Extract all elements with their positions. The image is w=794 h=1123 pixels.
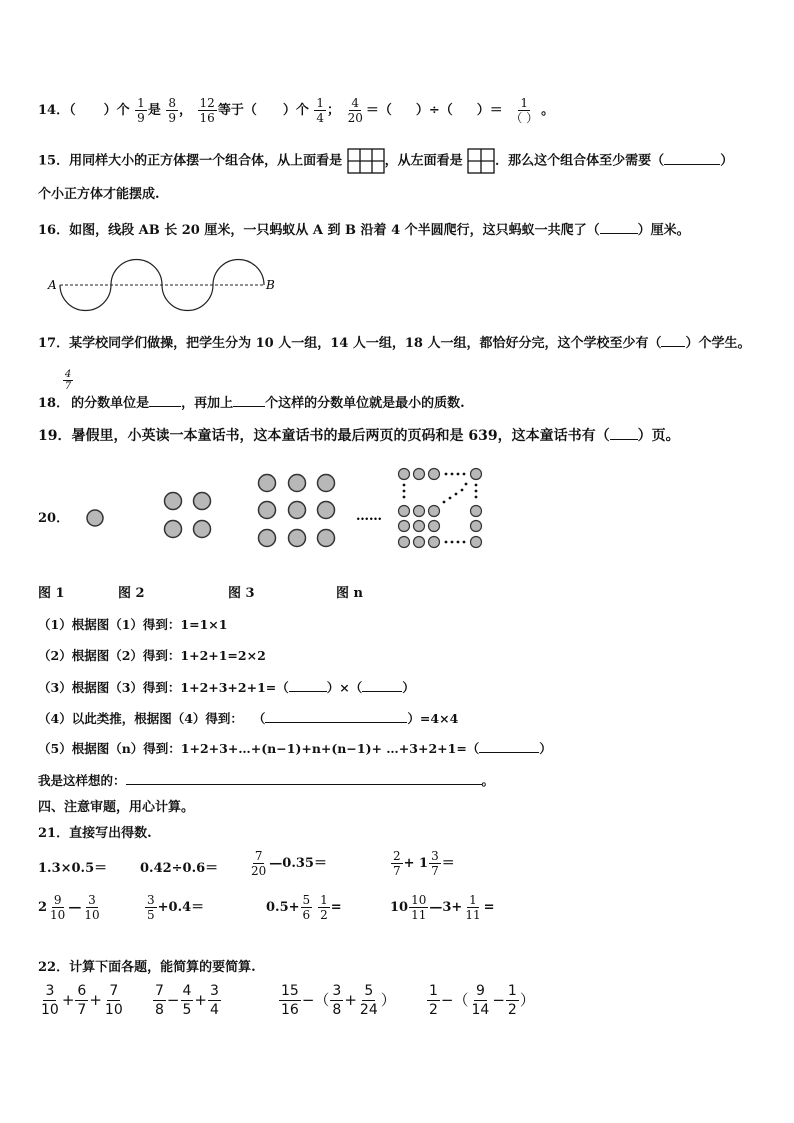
fraction: $\frac{1}{2}$	[429, 983, 438, 1018]
calc-item: $\frac{3}{5}$ +0.4＝	[147, 893, 205, 922]
section-4-heading: 四、注意审题，用心计算。	[38, 800, 195, 815]
dot	[165, 521, 182, 538]
point-a-label: A	[48, 278, 57, 292]
expression-4: $\frac{1}{2}$ −（ $\frac{9}{14}$ − $\frac{1}{2}$ ）	[429, 983, 535, 1018]
fraction: $\frac{2}{7}$	[393, 849, 401, 878]
q14-number: 14．	[38, 103, 70, 118]
fraction: $\frac{7}{20}$	[251, 849, 267, 878]
q20-sub-4: （4）以此类推，根据图（4）得到： （ ）=4×4	[38, 708, 458, 727]
dot	[259, 502, 276, 519]
answer-blank[interactable]	[664, 150, 720, 165]
dot	[165, 493, 182, 510]
dot	[259, 475, 276, 492]
dot	[194, 493, 211, 510]
dot	[289, 475, 306, 492]
dot	[289, 502, 306, 519]
dot	[318, 530, 335, 547]
calc-item: $\frac{7}{20}$ —0.35＝	[251, 849, 327, 878]
answer-blank[interactable]	[265, 708, 407, 723]
answer-blank[interactable]	[362, 677, 402, 692]
fraction: $\frac{4}{5}$	[182, 983, 192, 1018]
fraction: $\frac{7}{8}$	[155, 983, 164, 1018]
fraction: $\frac{4}{20}$	[347, 96, 363, 125]
calc-item: 2 $\frac{9}{10}$ — $\frac{3}{10}$	[38, 893, 100, 922]
question-14: 14．（ ）个 $\frac{1}{9}$ 是 $\frac{8}{9}$ ， $\frac{12}{16}$ 等于（ ）个 $\frac{1}{4}$ ； $\frac{4}{20}$ ＝（ ）÷（ ）＝ $\frac{1}{( )}$ 。	[38, 96, 555, 125]
fraction: $\frac{7}{10}$	[104, 983, 123, 1018]
fraction: $\frac{1}{2}$	[507, 983, 517, 1018]
calc-item: 0.5+ $\frac{5}{6}$ $\frac{1}{2}$ =	[266, 893, 342, 922]
figure-3-label: 图 3	[228, 586, 255, 601]
fraction: $\frac{5}{6}$	[302, 893, 311, 922]
answer-blank[interactable]	[479, 738, 539, 753]
dot	[87, 510, 103, 526]
fraction: $\frac{9}{14}$	[471, 983, 490, 1018]
fraction: $\frac{3}{5}$	[147, 893, 155, 922]
question-22-title: 22．计算下面各题，能简算的要简算.	[38, 960, 256, 975]
calc-item: 0.42÷0.6＝	[140, 861, 219, 876]
fraction: $\frac{3}{8}$	[332, 983, 342, 1018]
expression-1: $\frac{3}{10}$ + $\frac{6}{7}$ + $\frac{7}{10}$	[41, 983, 123, 1018]
answer-blank[interactable]	[610, 425, 638, 440]
fraction: $\frac{3}{10}$	[84, 893, 100, 922]
question-19: 19．暑假里，小英读一本童话书，这本童话书的最后两页的页码和是 639，这本童话书有（ ）页。	[38, 425, 680, 445]
question-16: 16．如图，线段 AB 长 20 厘米，一只蚂蚁从 A 到 B 沿着 4 个半圆爬行，这只蚂蚁一共爬了（ ）厘米。	[38, 219, 690, 240]
expression-2: $\frac{7}{8}$ − $\frac{4}{5}$ + $\frac{3}{4}$	[155, 983, 219, 1018]
dot-pattern-figures	[80, 462, 500, 562]
q20-think: 我是这样想的： 。	[38, 770, 494, 789]
answer-blank[interactable]	[600, 219, 638, 234]
answer-blank[interactable]	[126, 770, 482, 785]
expression-3: $\frac{15}{16}$ −（ $\frac{3}{8}$ + $\frac{5}{24}$ ）	[281, 983, 396, 1018]
question-20-number: 20．	[38, 511, 70, 526]
figure-2-label: 图 2	[118, 586, 145, 601]
answer-blank[interactable]	[149, 392, 181, 407]
figure-n-label: 图 n	[336, 586, 363, 601]
q20-sub-2: （2）根据图（2）得到：1+2+1=2×2	[38, 648, 266, 663]
fraction: $\frac{12}{16}$	[199, 96, 215, 125]
left-view-grid-icon	[467, 148, 495, 174]
fraction: $\frac{1}{9}$	[137, 96, 145, 125]
fraction: $\frac{3}{7}$	[431, 849, 439, 878]
q20-sub-5: （5）根据图（n）得到：1+2+3+…+(n−1)+n+(n−1)+ …+3+2+1=（ ）	[38, 738, 552, 757]
fraction: $\frac{3}{4}$	[210, 983, 219, 1018]
top-view-grid-icon	[347, 148, 385, 174]
answer-blank[interactable]	[233, 392, 265, 407]
q18-fraction: 4 7	[64, 369, 72, 392]
fraction: $\frac{3}{10}$	[41, 983, 59, 1018]
dot	[194, 521, 211, 538]
dot	[259, 530, 276, 547]
fraction: $\frac{15}{16}$	[281, 983, 299, 1018]
dot	[318, 475, 335, 492]
ellipsis: ……	[356, 509, 382, 524]
calc-item: 1.3×0.5＝	[38, 861, 108, 876]
fraction: $\frac{1}{11}$	[465, 893, 481, 922]
q20-sub-1: （1）根据图（1）得到：1=1×1	[38, 617, 228, 632]
fraction: $\frac{1}{2}$	[320, 893, 328, 922]
fraction: $\frac{8}{9}$	[168, 96, 176, 125]
fraction: $\frac{5}{24}$	[359, 983, 378, 1018]
question-18: 18． 的分数单位是 ，再加上 个这样的分数单位就是最小的质数.	[38, 392, 465, 413]
answer-blank[interactable]	[289, 677, 327, 692]
calc-item: $\frac{2}{7}$ + 1 $\frac{3}{7}$ ＝	[393, 849, 455, 878]
fraction: $\frac{1}{( )}$	[510, 96, 539, 125]
semicircle-path-diagram	[44, 250, 284, 320]
question-17: 17．某学校同学们做操，把学生分为 10 人一组，14 人一组，18 人一组，都恰好分完，这个学校至少有（ ）个学生。	[38, 332, 750, 353]
dot	[318, 502, 335, 519]
calc-item: 10 $\frac{10}{11}$ —3+ $\frac{1}{11}$ =	[390, 893, 495, 922]
question-21-title: 21．直接写出得数.	[38, 826, 152, 841]
dot	[289, 530, 306, 547]
question-15: 15．用同样大小的正方体摆一个组合体，从上面看是 ，从左面看是 ．那么这个组合体至少需要（ ）	[38, 148, 733, 174]
figure-1-label: 图 1	[38, 586, 65, 601]
fraction: $\frac{9}{10}$	[50, 893, 66, 922]
answer-blank[interactable]	[661, 332, 685, 347]
fraction: $\frac{6}{7}$	[77, 983, 87, 1018]
point-b-label: B	[266, 278, 275, 292]
question-15-line2: 个小正方体才能摆成.	[38, 187, 160, 202]
fraction: $\frac{10}{11}$	[411, 893, 427, 922]
q20-sub-3: （3）根据图（3）得到：1+2+3+2+1=（ ）×（ ）	[38, 677, 415, 696]
fraction: $\frac{1}{4}$	[316, 96, 325, 125]
